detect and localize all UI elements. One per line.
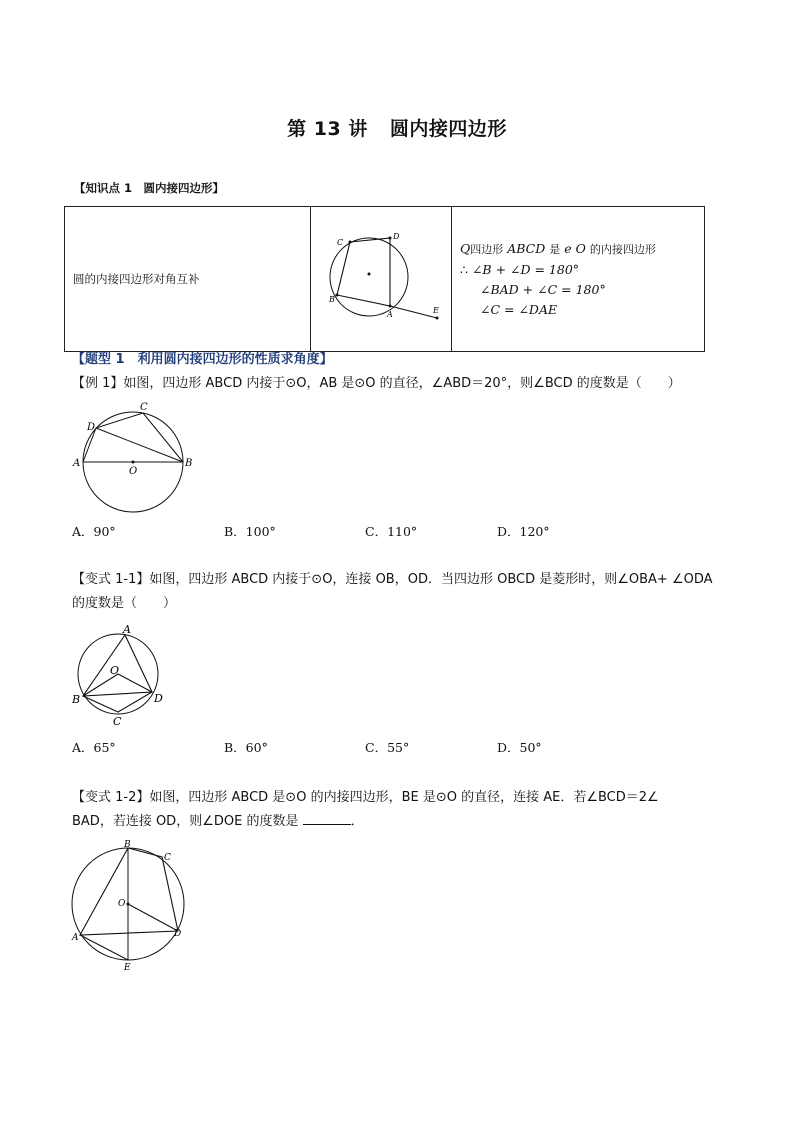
- ex1-label-B: B: [185, 458, 193, 469]
- var11-label-O: O: [110, 664, 120, 677]
- proof-line-1: Q四边形 ABCD 是 e O 的内接四边形: [460, 240, 656, 256]
- knowledge-figure: [311, 207, 451, 347]
- proof-line-3: ∠BAD + ∠C = 180°: [480, 281, 606, 297]
- fig0-label-A: A: [387, 310, 393, 319]
- lesson-topic: 圆内接四边形: [389, 118, 507, 140]
- question-type-header: 【题型 1 利用圆内接四边形的性质求角度】: [72, 352, 333, 367]
- var12-label-A: A: [72, 933, 79, 943]
- variant-1-1-question: [72, 568, 732, 616]
- lesson-number: 第 13 讲: [287, 118, 368, 140]
- knowledge-point-header: 【知识点 1 圆内接四边形】: [74, 181, 225, 195]
- example-1-option-b[interactable]: B．100°: [224, 524, 276, 539]
- example-1-option-a[interactable]: A．90°: [72, 524, 116, 539]
- variant-1-1-option-d[interactable]: D．50°: [497, 740, 542, 755]
- example-1-question: [72, 372, 732, 396]
- variant-1-1-line-2: 的度数是（ ）: [72, 596, 177, 611]
- var12-label-C: C: [164, 853, 171, 863]
- ex1-label-C: C: [140, 402, 148, 413]
- variant-1-2-line-2: BAD，若连接 OD，则∠DOE 的度数是 ．: [72, 810, 732, 834]
- example-1-tag: 【例 1】: [72, 376, 124, 391]
- fig0-label-E: E: [433, 306, 439, 315]
- var11-label-C: C: [113, 715, 122, 728]
- ex1-label-D: D: [87, 422, 96, 433]
- variant-1-1-figure: [70, 622, 170, 732]
- variant-1-1-line-1: 【变式 1-1】如图，四边形 ABCD 内接于⊙O，连接 OB，OD．当四边形 OBCD 是菱形时，则∠OBA+ ∠ODA: [72, 572, 713, 587]
- proof-therefore-symbol: ∴: [460, 261, 468, 277]
- knowledge-statement-cell: [65, 207, 311, 352]
- var11-label-D: D: [154, 692, 163, 705]
- var12-label-O: O: [118, 899, 126, 909]
- example-1-figure: [68, 400, 208, 515]
- var12-label-B: B: [124, 840, 131, 850]
- variant-1-2-line-1: 【变式 1-2】如图，四边形 ABCD 是⊙O 的内接四边形，BE 是⊙O 的直径，连接 AE．若∠BCD＝2∠: [72, 790, 659, 805]
- ex1-label-A: A: [73, 458, 81, 469]
- ex1-label-O: O: [129, 466, 138, 477]
- var11-label-B: B: [72, 693, 81, 706]
- var12-label-D: D: [174, 929, 182, 939]
- fig0-label-B: B: [329, 295, 335, 304]
- knowledge-proof-cell: [452, 207, 705, 352]
- fig0-label-D: D: [393, 232, 400, 241]
- proof-line-2: ∴ ∠B + ∠D = 180°: [460, 261, 580, 277]
- answer-blank[interactable]: [303, 810, 351, 825]
- var12-label-E: E: [124, 963, 131, 973]
- example-1-option-d[interactable]: D．120°: [497, 524, 550, 539]
- variant-1-1-option-c[interactable]: C．55°: [365, 740, 410, 755]
- knowledge-statement: 圆的内接四边形对角互补: [73, 272, 200, 286]
- page-title: [0, 114, 794, 141]
- knowledge-figure-cell: [311, 207, 452, 352]
- example-1-text: 如图，四边形 ABCD 内接于⊙O，AB 是⊙O 的直径，∠ABD＝20°，则∠BCD 的度数是（ ）: [123, 376, 681, 391]
- proof-because-symbol: Q: [460, 240, 471, 256]
- variant-1-1-option-b[interactable]: B．60°: [224, 740, 268, 755]
- variant-1-1-tag: 【变式 1-1】: [72, 572, 150, 587]
- variant-1-1-option-a[interactable]: A．65°: [72, 740, 116, 755]
- knowledge-table: [64, 206, 705, 352]
- var11-label-A: A: [123, 623, 131, 636]
- variant-1-2-tag: 【变式 1-2】: [72, 790, 150, 805]
- fig0-label-C: C: [337, 238, 344, 247]
- variant-1-2-figure: [66, 838, 196, 978]
- proof-line-4: ∠C = ∠DAE: [480, 301, 558, 317]
- variant-1-2-question: [72, 786, 732, 834]
- example-1-option-c[interactable]: C．110°: [365, 524, 418, 539]
